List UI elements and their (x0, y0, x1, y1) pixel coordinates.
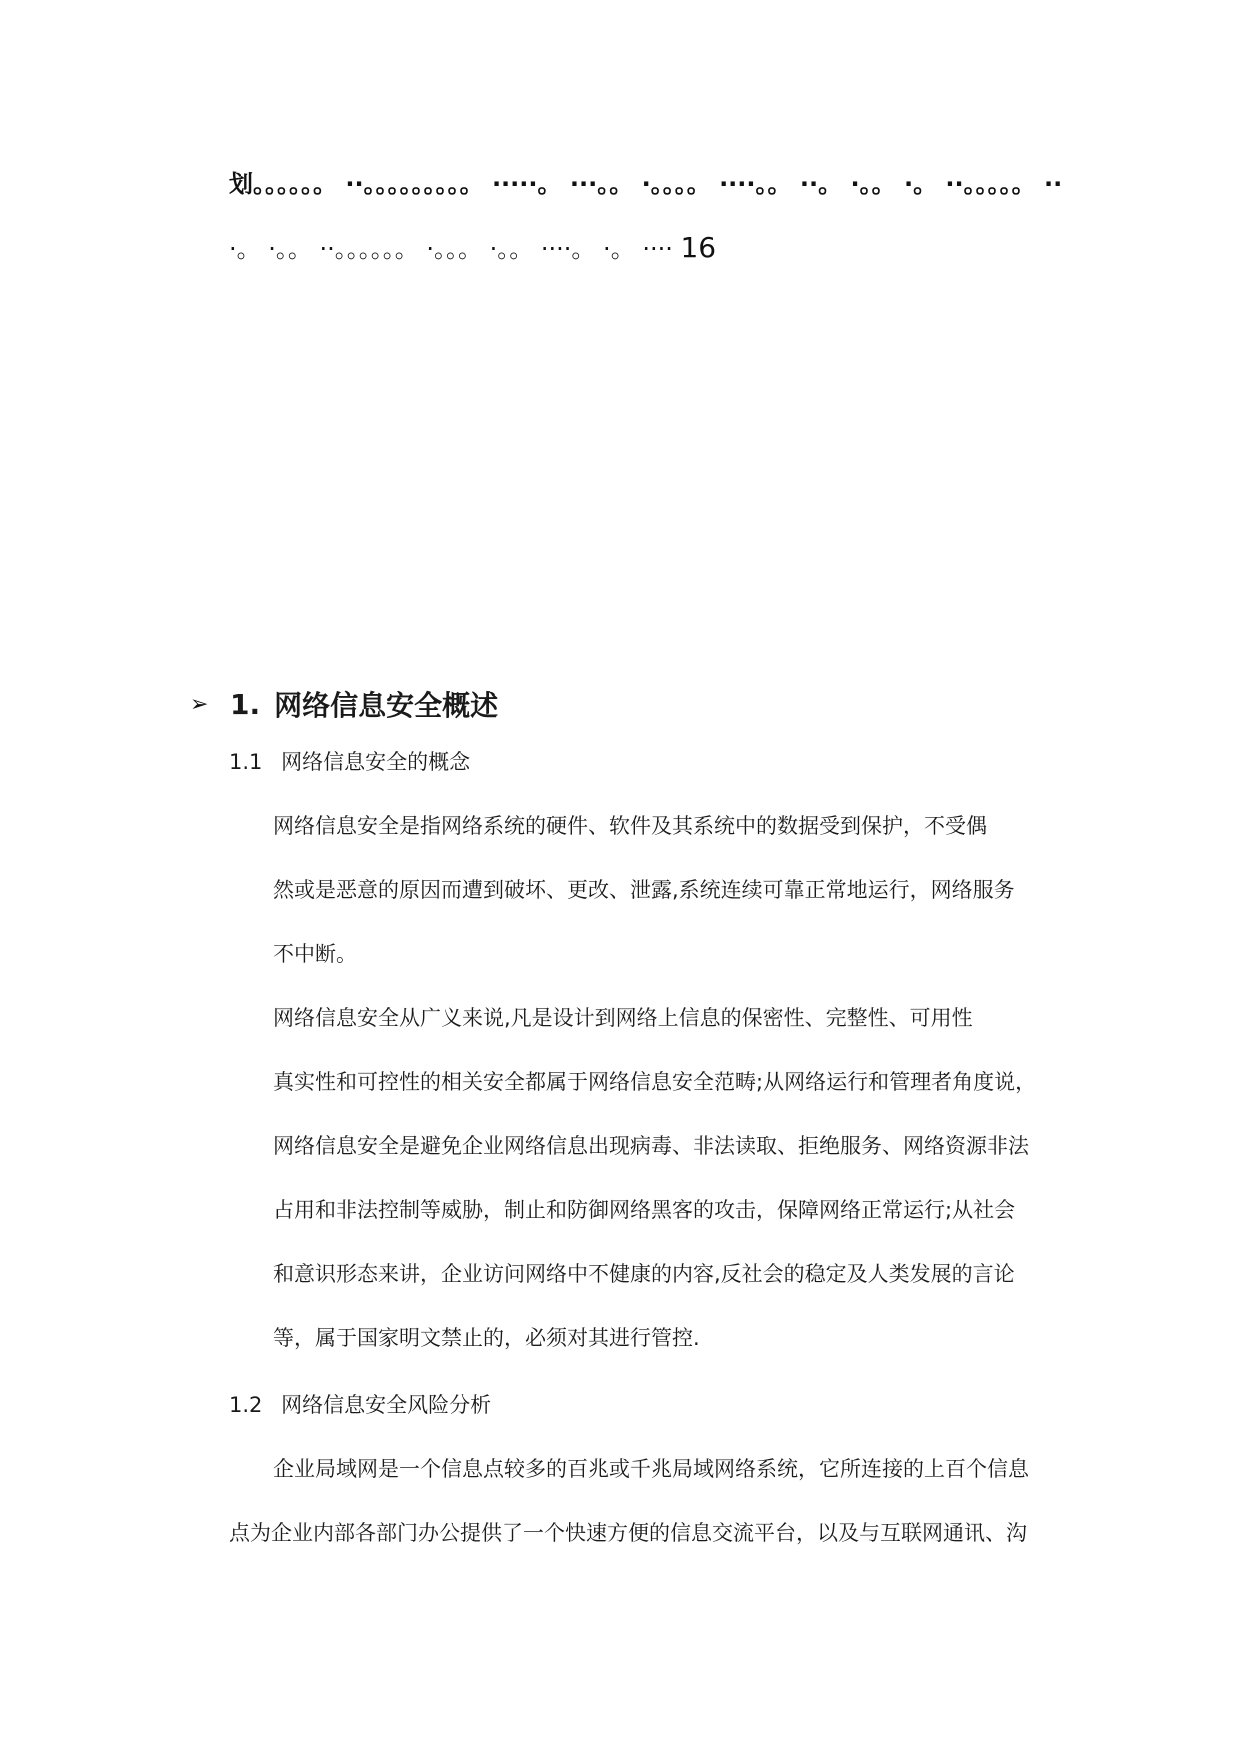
toc-entry-line-2 (229, 232, 716, 265)
subsection-title: 网络信息安全的概念 (281, 750, 471, 774)
section-number: 1. (230, 687, 261, 721)
subsection-number: 1.2 (229, 1393, 263, 1417)
subsection-heading-1-1 (229, 748, 470, 776)
toc-entry-line-1 (229, 168, 1062, 200)
arrow-bullet-icon: ➢ (190, 691, 209, 717)
paragraph-line: 等，属于国家明文禁止的，必须对其进行管控. (273, 1326, 700, 1350)
section-title: 网络信息安全概述 (274, 689, 499, 722)
paragraph-line: 不中断。 (273, 942, 357, 966)
paragraph-line: 点为企业内部各部门办公提供了一个快速方便的信息交流平台，以及与互联网通讯、沟 (229, 1521, 1027, 1545)
paragraph-line: 然或是恶意的原因而遭到破坏、更改、泄露,系统连续可靠正常地运行，网络服务 (273, 878, 1015, 902)
paragraph-line: 占用和非法控制等威胁，制止和防御网络黑客的攻击，保障网络正常运行;从社会 (273, 1198, 1016, 1222)
paragraph-line: 网络信息安全是避免企业网络信息出现病毒、非法读取、拒绝服务、网络资源非法 (273, 1134, 1029, 1158)
paragraph-line: 真实性和可控性的相关安全都属于网络信息安全范畴;从网络运行和管理者角度说， (273, 1070, 1037, 1094)
paragraph-line: 网络信息安全从广义来说,凡是设计到网络上信息的保密性、完整性、可用性 (273, 1006, 973, 1030)
section-heading (190, 684, 498, 724)
paragraph-line: 网络信息安全是指网络系统的硬件、软件及其系统中的数据受到保护，不受偶 (273, 814, 987, 838)
toc-entry-text: 划。。。。。。 ··。。。。。。。。。 ·····。 ···。。 ·。。。。 ····。。 ··。 ·。。 ·。 ··。。。。。 ·· (229, 170, 1063, 198)
toc-page-number: 16 (680, 231, 717, 264)
paragraph-line: 企业局域网是一个信息点较多的百兆或千兆局域网络系统，它所连接的上百个信息 (273, 1457, 1029, 1481)
subsection-number: 1.1 (229, 750, 263, 774)
subsection-heading-1-2 (229, 1391, 491, 1419)
paragraph-line: 和意识形态来讲，企业访问网络中不健康的内容,反社会的稳定及人类发展的言论 (273, 1262, 1015, 1286)
subsection-title: 网络信息安全风险分析 (281, 1393, 492, 1417)
toc-leader-dots: ·。 ·。。 ··。。。。。。 ·。。。 ·。。 ····。 ·。 ···· (229, 235, 673, 263)
